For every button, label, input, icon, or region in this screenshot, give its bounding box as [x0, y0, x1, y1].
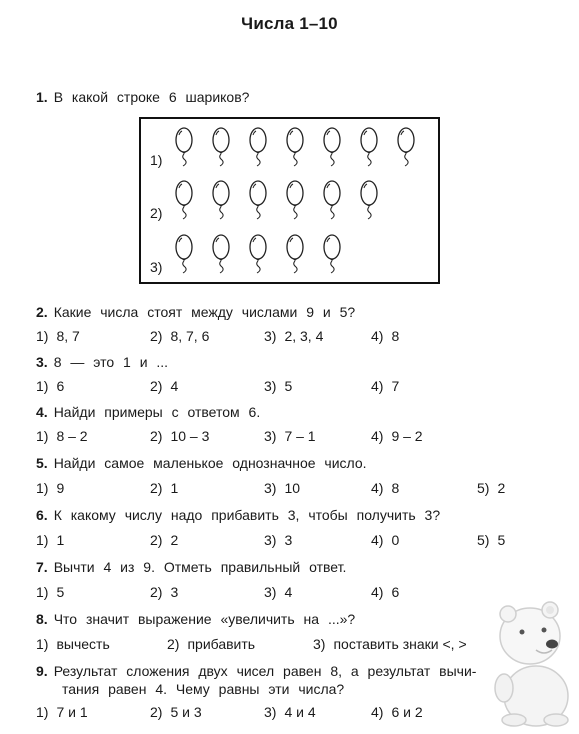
balloon-icon	[322, 180, 342, 220]
answer-option[interactable]: 3) 4 и 4	[264, 704, 316, 720]
answer-option[interactable]: 3) 4	[264, 584, 293, 600]
answer-option[interactable]: 2) 1	[150, 480, 179, 496]
balloon-icon	[285, 234, 305, 274]
balloon-icon	[248, 180, 268, 220]
answer-option[interactable]: 1) 9	[36, 480, 65, 496]
answer-option[interactable]: 4) 0	[371, 532, 400, 548]
answer-option[interactable]: 1) 8, 7	[36, 328, 80, 344]
answer-option[interactable]: 5) 5	[477, 532, 506, 548]
answer-option[interactable]: 1) 6	[36, 378, 65, 394]
balloon-icon	[285, 127, 305, 167]
answer-option[interactable]: 4) 9 – 2	[371, 428, 423, 444]
question-8	[36, 611, 355, 627]
balloon-row-label-3: 3)	[150, 259, 163, 275]
answer-option[interactable]: 1) 5	[36, 584, 65, 600]
question-4	[36, 404, 260, 420]
question-number: 4.	[36, 404, 48, 420]
balloon-icon	[322, 234, 342, 274]
question-text: К какому числу надо прибавить 3, чтобы получить 3?	[53, 507, 441, 523]
answer-option[interactable]: 2) 3	[150, 584, 179, 600]
question-text: 8 — это 1 и ...	[53, 354, 169, 370]
answer-option[interactable]: 3) 7 – 1	[264, 428, 316, 444]
question-number: 3.	[36, 354, 48, 370]
answer-option[interactable]: 1) вычесть	[36, 636, 110, 652]
balloon-icon	[396, 127, 416, 167]
answer-option[interactable]: 2) 4	[150, 378, 179, 394]
balloon-icon	[211, 180, 231, 220]
question-number: 6.	[36, 507, 48, 523]
question-text: Результат сложения двух чисел равен 8, а результат вычи-	[53, 663, 477, 679]
answer-option[interactable]: 2) 2	[150, 532, 179, 548]
balloon-icon	[359, 180, 379, 220]
question-text: Вычти 4 из 9. Отметь правильный ответ.	[53, 559, 347, 575]
question-text: Что значит выражение «увеличить на ...»?	[53, 611, 356, 627]
answer-option[interactable]: 2) 5 и 3	[150, 704, 202, 720]
answer-option[interactable]: 2) прибавить	[167, 636, 256, 652]
balloon-row-label-2: 2)	[150, 205, 163, 221]
answer-option[interactable]: 5) 2	[477, 480, 506, 496]
answer-option[interactable]: 4) 8	[371, 328, 400, 344]
answer-option[interactable]: 3) 5	[264, 378, 293, 394]
question-number: 8.	[36, 611, 48, 627]
answer-option[interactable]: 4) 8	[371, 480, 400, 496]
balloon-icon	[248, 127, 268, 167]
answer-option[interactable]: 3) поставить знаки <, >	[313, 636, 467, 652]
question-number: 5.	[36, 455, 48, 471]
balloon-icon	[248, 234, 268, 274]
balloon-icon	[211, 127, 231, 167]
question-text: Какие числа стоят между числами 9 и 5?	[53, 304, 356, 320]
balloon-icon	[174, 180, 194, 220]
balloon-icon	[285, 180, 305, 220]
answer-option[interactable]: 3) 3	[264, 532, 293, 548]
question-number: 2.	[36, 304, 48, 320]
polar-bear-illustration	[492, 592, 574, 728]
answer-option[interactable]: 2) 10 – 3	[150, 428, 210, 444]
balloon-icon	[359, 127, 379, 167]
answer-option[interactable]: 3) 2, 3, 4	[264, 328, 324, 344]
question-9	[36, 662, 566, 698]
question-text-continued: тания равен 4. Чему равны эти числа?	[62, 681, 345, 697]
answer-option[interactable]: 1) 8 – 2	[36, 428, 88, 444]
answer-option[interactable]: 4) 6	[371, 584, 400, 600]
question-text: Найди примеры с ответом 6.	[53, 404, 261, 420]
balloon-icon	[174, 234, 194, 274]
question-number: 1.	[36, 89, 48, 105]
question-6	[36, 507, 440, 523]
answer-option[interactable]: 1) 1	[36, 532, 65, 548]
answer-option[interactable]: 3) 10	[264, 480, 301, 496]
question-number: 9.	[36, 663, 48, 679]
page-title: Числа 1–10	[241, 14, 338, 33]
question-5	[36, 455, 367, 471]
balloon-row-label-1: 1)	[150, 152, 163, 168]
question-number: 7.	[36, 559, 48, 575]
question-2	[36, 304, 355, 320]
answer-option[interactable]: 2) 8, 7, 6	[150, 328, 210, 344]
answer-option[interactable]: 4) 6 и 2	[371, 704, 423, 720]
answer-option[interactable]: 4) 7	[371, 378, 400, 394]
question-3	[36, 354, 168, 370]
balloon-icon	[174, 127, 194, 167]
answer-option[interactable]: 1) 7 и 1	[36, 704, 88, 720]
balloon-icon	[211, 234, 231, 274]
question-text: Найди самое маленькое однозначное число.	[53, 455, 367, 471]
question-text: В какой строке 6 шариков?	[53, 89, 250, 105]
question-7	[36, 559, 346, 575]
question-1	[36, 89, 249, 105]
balloon-icon	[322, 127, 342, 167]
